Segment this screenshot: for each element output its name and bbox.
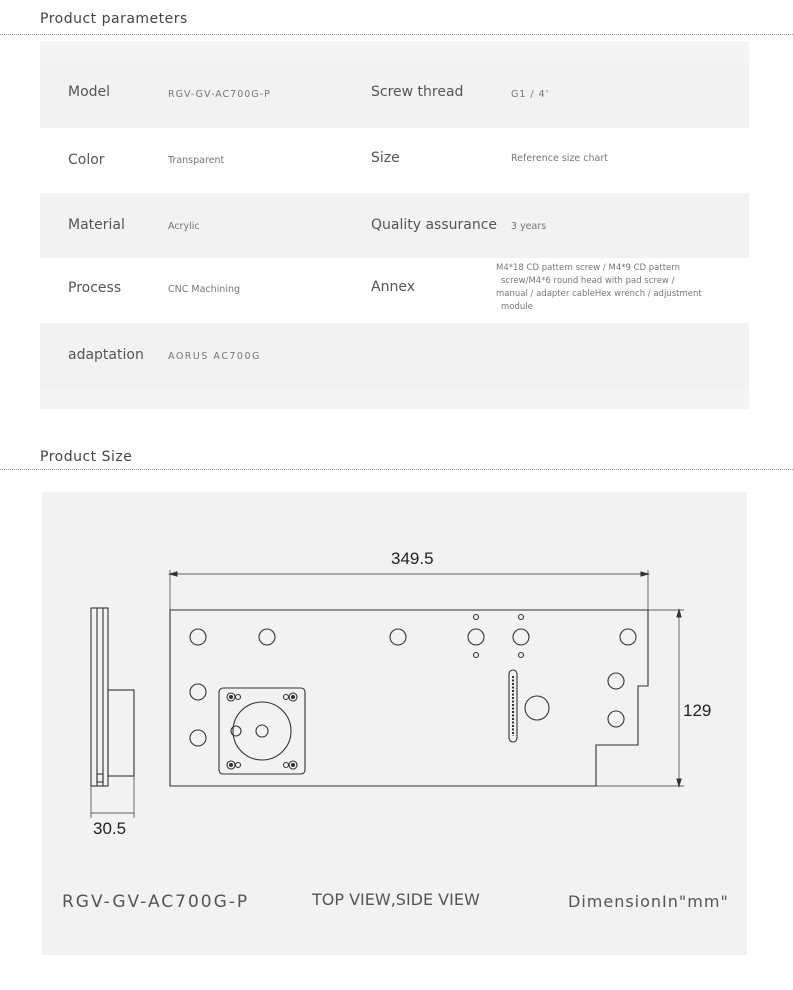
- width-dimension-label: 349.5: [391, 549, 434, 568]
- top-view: [170, 570, 684, 786]
- value-material: Acrylic: [168, 221, 200, 232]
- annex-line: manual / adapter cableHex wrench / adjustment: [496, 289, 702, 299]
- value-color: Transparent: [168, 155, 225, 166]
- label-size: Size: [371, 150, 400, 166]
- annex-line: M4*18 CD pattern screw / M4*9 CD pattern: [496, 263, 680, 273]
- caption-views: TOP VIEW,SIDE VIEW: [312, 890, 480, 909]
- label-material: Material: [68, 217, 125, 233]
- label-color: Color: [68, 152, 105, 168]
- height-dimension-label: 129: [683, 701, 712, 720]
- thickness-dimension-label: 30.5: [93, 819, 127, 838]
- value-size: Reference size chart: [511, 153, 608, 164]
- caption-model: RGV-GV-AC700G-P: [62, 892, 250, 912]
- side-view: [91, 608, 134, 818]
- value-process: CNC Machining: [168, 284, 241, 295]
- label-quality-assurance: Quality assurance: [371, 217, 498, 233]
- params-section-title: Product parameters: [40, 11, 188, 27]
- label-annex: Annex: [371, 279, 415, 295]
- label-screw-thread: Screw thread: [371, 84, 464, 100]
- value-screw-thread: G1 / 4': [511, 89, 550, 100]
- label-adaptation: adaptation: [68, 347, 144, 363]
- label-model: Model: [68, 84, 111, 100]
- annex-line: screw/M4*6 round head with pad screw /: [501, 276, 675, 286]
- size-section-title: Product Size: [40, 449, 133, 465]
- caption-unit: DimensionIn"mm": [568, 892, 729, 911]
- value-adaptation: AORUS AC700G: [168, 351, 261, 362]
- value-quality-assurance: 3 years: [511, 221, 547, 232]
- annex-line: module: [501, 302, 533, 312]
- label-process: Process: [68, 280, 122, 296]
- value-model: RGV-GV-AC700G-P: [168, 89, 271, 100]
